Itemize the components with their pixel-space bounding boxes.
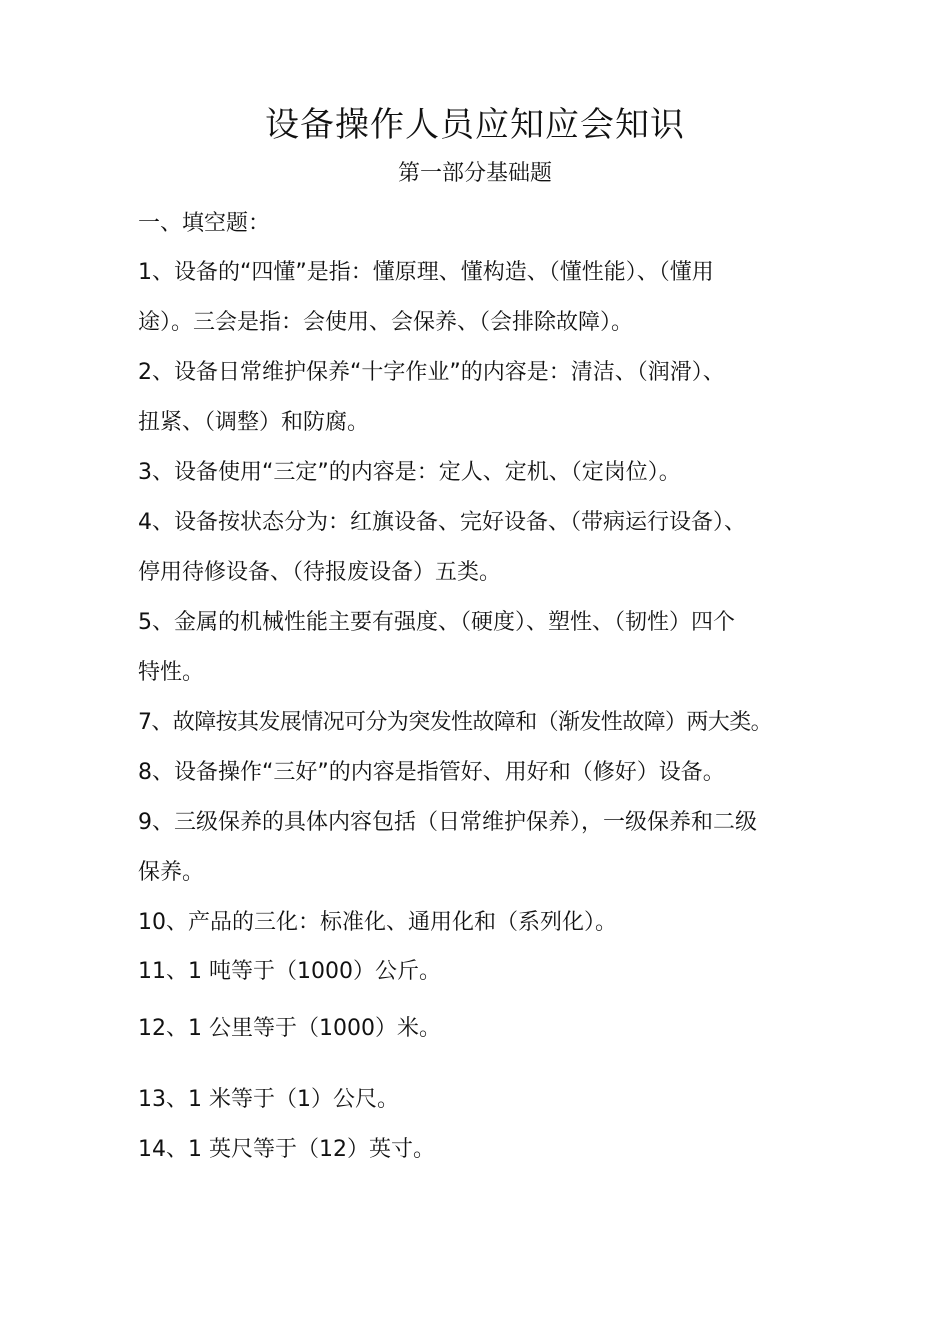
- question-13-line-1: 13、1 米等于（1）公尺。: [138, 1087, 399, 1112]
- question-4-line-2: 停用待修设备、（待报废设备）五类。: [138, 560, 502, 585]
- question-3-line-1: 3、设备使用“三定”的内容是：定人、定机、（定岗位）。: [138, 460, 681, 485]
- question-2-line-1: 2、设备日常维护保养“十字作业”的内容是：清洁、（润滑）、: [138, 360, 725, 385]
- question-12-line-1: 12、1 公里等于（1000）米。: [138, 1016, 441, 1041]
- question-8-line-1: 8、设备操作“三好”的内容是指管好、用好和（修好）设备。: [138, 760, 725, 785]
- question-1-line-1: 1、设备的“四懂”是指：懂原理、懂构造、（懂性能）、（懂用: [138, 260, 714, 285]
- document-subtitle: 第一部分基础题: [397, 161, 552, 186]
- question-7-line-1: 7、故障按其发展情况可分为突发性故障和（渐发性故障）两大类。: [138, 710, 772, 735]
- question-10-line-1: 10、产品的三化：标准化、通用化和（系列化）。: [138, 910, 617, 935]
- question-9-line-2: 保养。: [138, 860, 205, 885]
- section-heading: 一、填空题：: [138, 211, 271, 236]
- question-4-line-1: 4、设备按状态分为：红旗设备、完好设备、（带病运行设备）、: [138, 510, 746, 535]
- question-2-line-2: 扭紧、（调整）和防腐。: [138, 410, 370, 435]
- question-14-line-1: 14、1 英尺等于（12）英寸。: [138, 1137, 435, 1162]
- question-1-line-2: 途）。三会是指：会使用、会保养、（会排除故障）。: [138, 310, 634, 335]
- question-5-line-1: 5、金属的机械性能主要有强度、（硬度）、塑性、（韧性）四个: [138, 610, 735, 635]
- question-11-line-1: 11、1 吨等于（1000）公斤。: [138, 959, 441, 984]
- question-9-line-1: 9、三级保养的具体内容包括（日常维护保养），一级保养和二级: [138, 810, 757, 835]
- question-5-line-2: 特性。: [138, 660, 205, 685]
- document-title: 设备操作人员应知应会知识: [265, 105, 685, 145]
